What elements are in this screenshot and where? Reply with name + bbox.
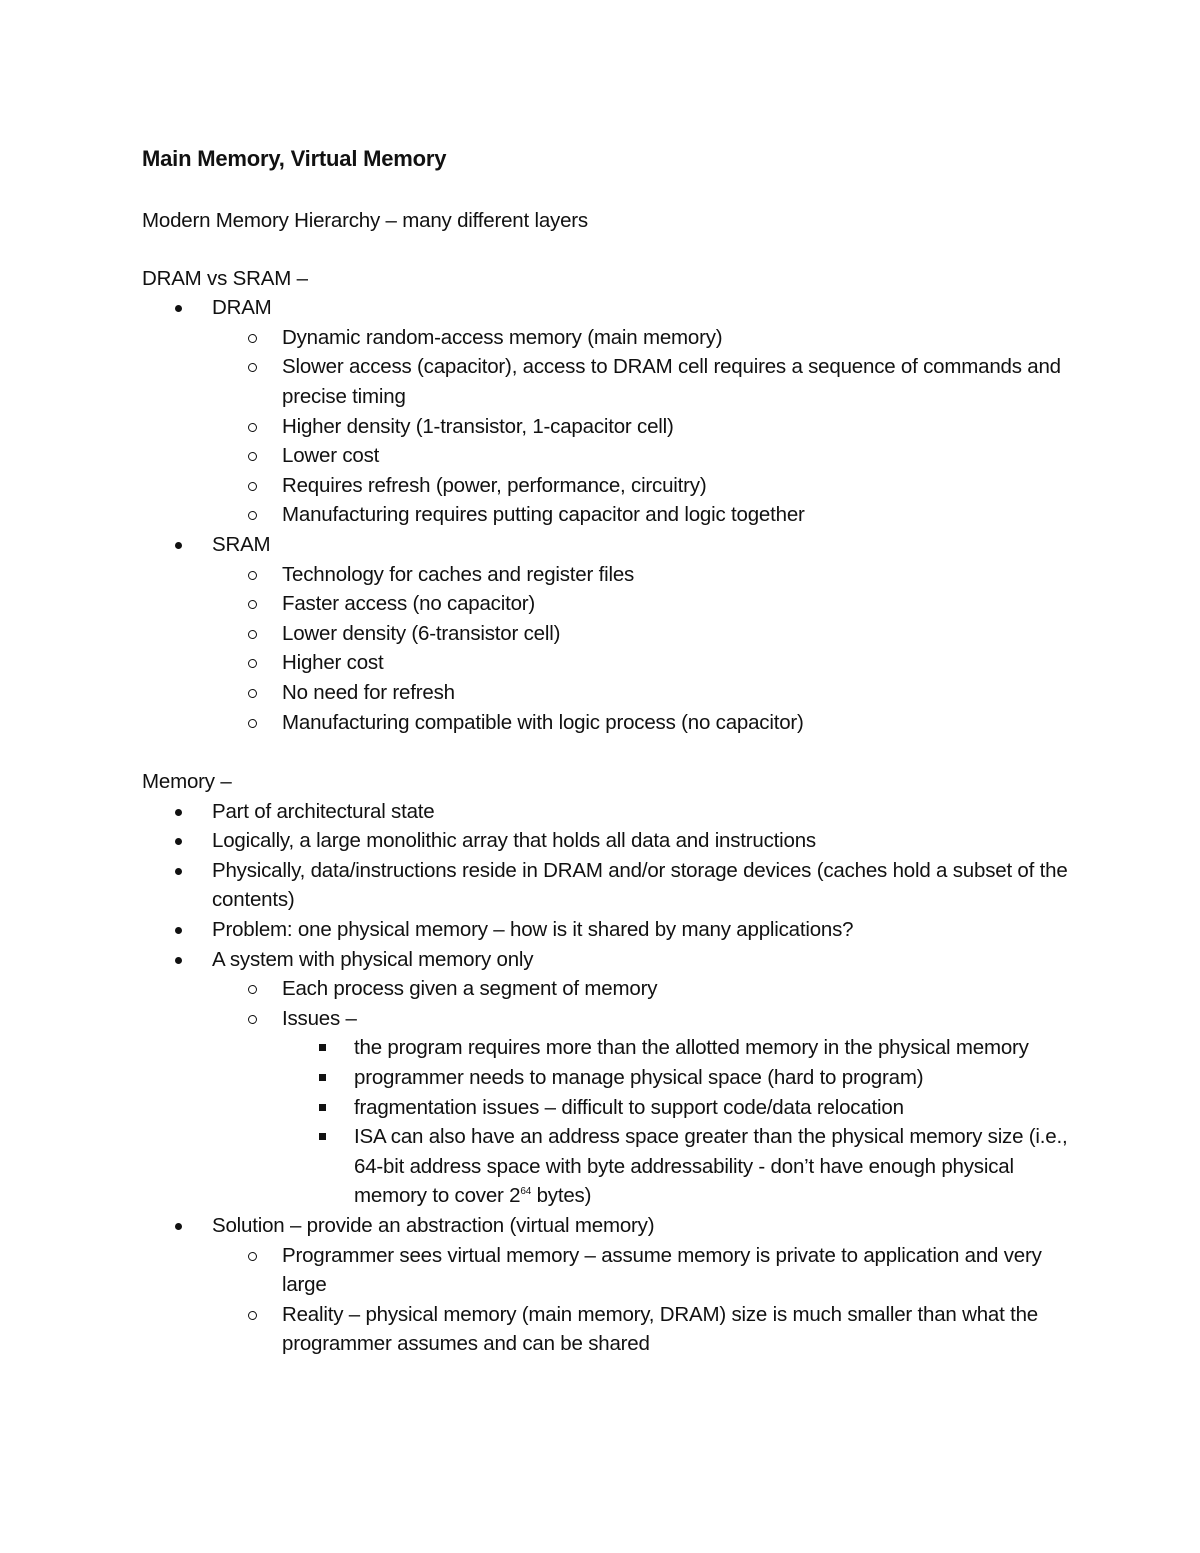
list-item: the program requires more than the allotted memory in the physical memory	[282, 1033, 1072, 1063]
list-item: Technology for caches and register files	[212, 560, 1072, 590]
list-item: Dynamic random-access memory (main memory)	[212, 323, 1072, 353]
dram-sublist	[212, 323, 1072, 530]
dram-label: DRAM	[212, 296, 272, 320]
list-item-solution	[142, 1211, 1072, 1359]
list-item: Manufacturing requires putting capacitor and logic together	[212, 500, 1072, 530]
document-page	[142, 140, 1072, 1359]
solution-sublist	[212, 1241, 1072, 1359]
list-item: Problem: one physical memory – how is it shared by many applications?	[142, 915, 1072, 945]
list-item-dram	[142, 293, 1072, 530]
list-item: Faster access (no capacitor)	[212, 589, 1072, 619]
issues-label: Issues –	[282, 1006, 357, 1030]
memory-heading: Memory –	[142, 770, 232, 794]
isa-issue-text: ISA can also have an address space greater than the physical memory size (i.e., 64-bit address space with byte addressability - don’t have enough physical memory to cover 2	[354, 1125, 1068, 1208]
list-item: Lower density (6-transistor cell)	[212, 619, 1072, 649]
list-item: Physically, data/instructions reside in DRAM and/or storage devices (caches hold a subset of the contents)	[142, 856, 1072, 915]
physical-only-sublist	[212, 974, 1072, 1211]
list-item: Programmer sees virtual memory – assume memory is private to application and very large	[212, 1241, 1072, 1300]
list-item-sram	[142, 530, 1072, 737]
list-item: Higher cost	[212, 648, 1072, 678]
list-item: Logically, a large monolithic array that holds all data and instructions	[142, 826, 1072, 856]
list-item: Each process given a segment of memory	[212, 974, 1072, 1004]
solution-label: Solution – provide an abstraction (virtual memory)	[212, 1214, 655, 1237]
list-item: Lower cost	[212, 441, 1072, 471]
sram-sublist	[212, 560, 1072, 738]
list-item: Manufacturing compatible with logic process (no capacitor)	[212, 708, 1072, 738]
list-item: fragmentation issues – difficult to support code/data relocation	[282, 1093, 1072, 1123]
hierarchy-line: Modern Memory Hierarchy – many different layers	[142, 209, 588, 232]
sram-label: SRAM	[212, 532, 271, 556]
list-item: Reality – physical memory (main memory, DRAM) size is much smaller than what the programmer assumes and can be shared	[212, 1300, 1072, 1359]
exponent: 64	[520, 1186, 532, 1198]
list-item: Slower access (capacitor), access to DRAM cell requires a sequence of commands and precise timing	[212, 352, 1072, 411]
physical-only-label: A system with physical memory only	[212, 947, 534, 971]
list-item-issues	[212, 1004, 1072, 1211]
dram-vs-sram-list	[142, 293, 1072, 737]
list-item: Part of architectural state	[142, 797, 1072, 827]
memory-list	[142, 797, 1072, 1359]
dram-vs-sram-heading: DRAM vs SRAM –	[142, 266, 308, 290]
list-item-physical-only	[142, 945, 1072, 1211]
list-item: No need for refresh	[212, 678, 1072, 708]
issues-sublist	[282, 1033, 1072, 1211]
list-item-isa	[282, 1122, 1072, 1211]
list-item: programmer needs to manage physical space (hard to program)	[282, 1063, 1072, 1093]
document-title: Main Memory, Virtual Memory	[142, 146, 447, 171]
list-item: Requires refresh (power, performance, circuitry)	[212, 471, 1072, 501]
list-item: Higher density (1-transistor, 1-capacitor cell)	[212, 412, 1072, 442]
isa-issue-tail: bytes)	[531, 1184, 592, 1208]
